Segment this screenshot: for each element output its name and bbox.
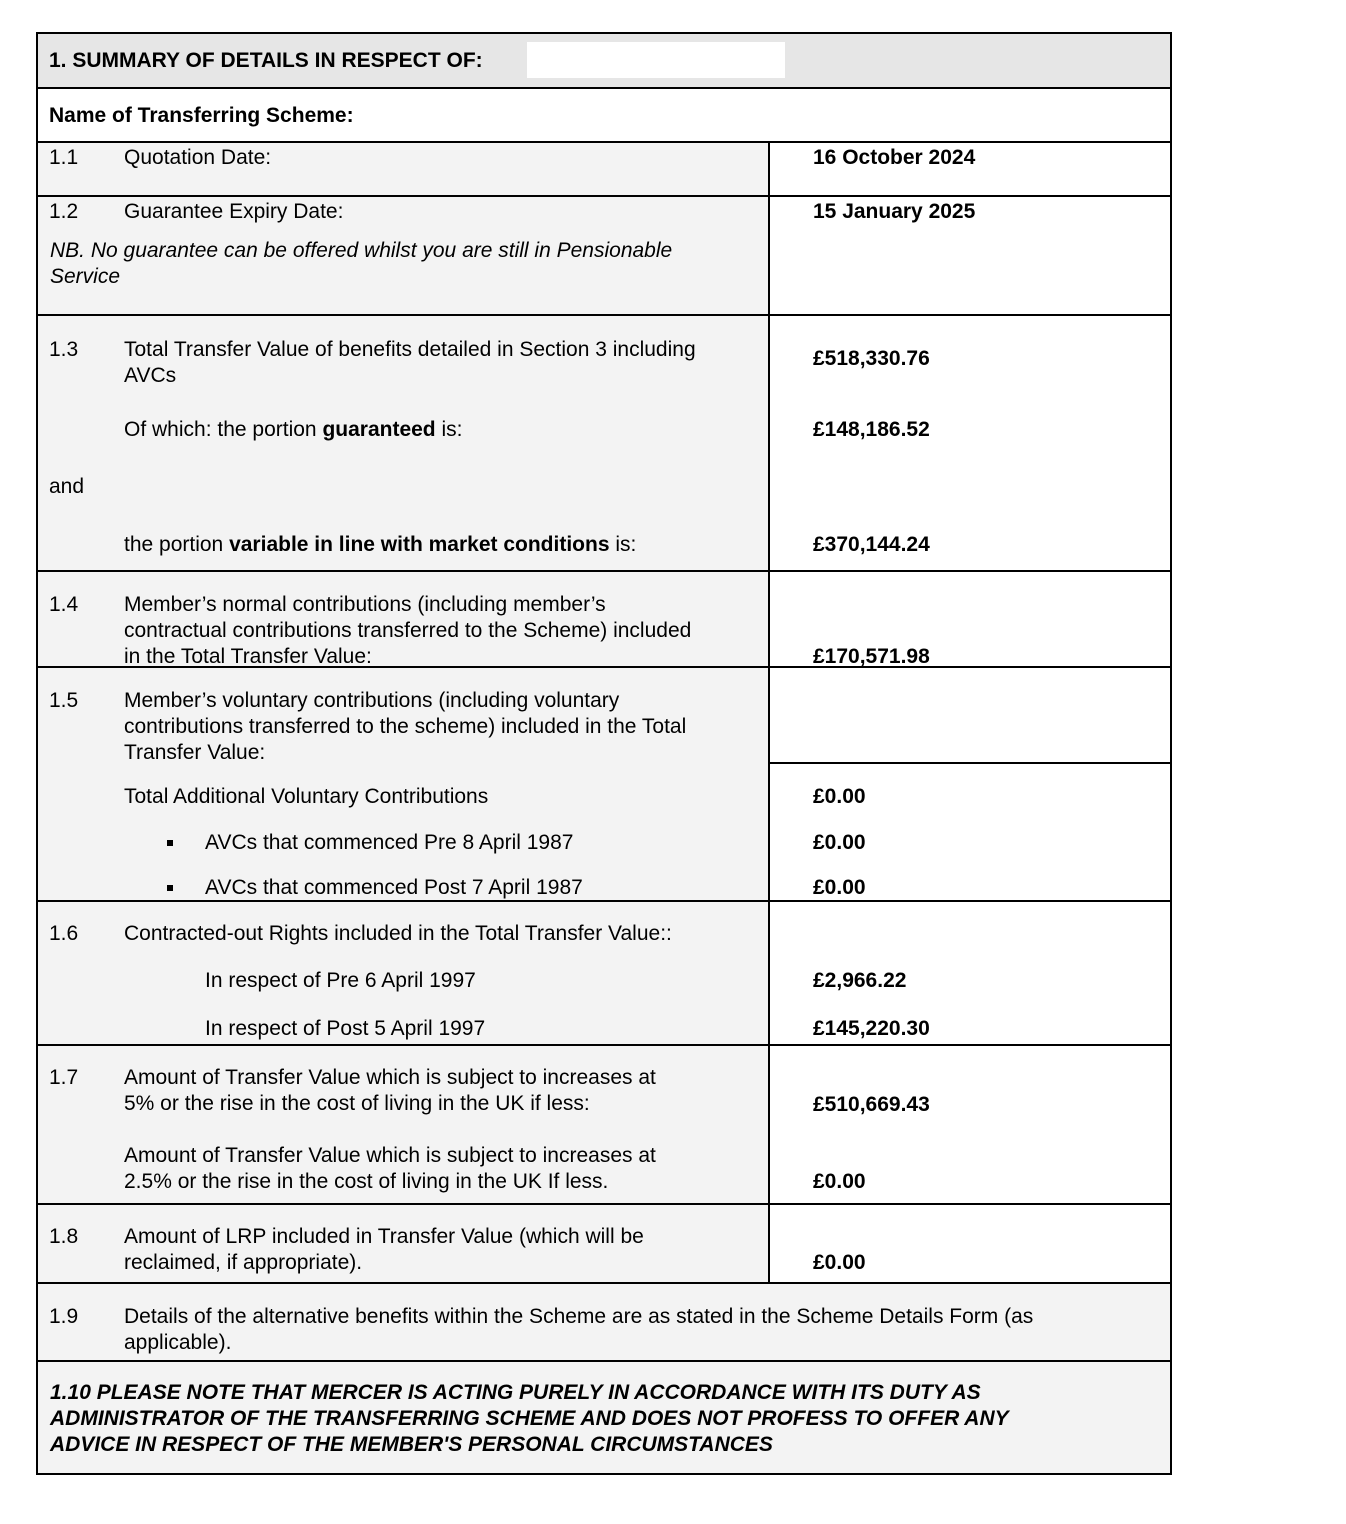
divider bbox=[38, 570, 1170, 572]
avc-pre-label: AVCs that commenced Pre 8 April 1987 bbox=[205, 831, 574, 854]
summary-table bbox=[36, 32, 1172, 1475]
guarantee-note: NB. No guarantee can be offered whilst you are still in Pensionable bbox=[50, 239, 673, 262]
bullet-icon bbox=[167, 885, 173, 891]
item-number: 1.6 bbox=[49, 922, 79, 945]
disclaimer-text: ADVICE IN RESPECT OF THE MEMBER'S PERSONAL CIRCUMSTANCES bbox=[50, 1433, 773, 1456]
disclaimer-text: 1.10 PLEASE NOTE THAT MERCER IS ACTING PURELY IN ACCORDANCE WITH ITS DUTY AS bbox=[50, 1381, 981, 1404]
bullet-icon bbox=[167, 840, 173, 846]
normal-contributions-value: £170,571.98 bbox=[813, 645, 930, 668]
increases-25-label: Amount of Transfer Value which is subject to increases at bbox=[124, 1144, 656, 1167]
guarantee-note: Service bbox=[50, 265, 121, 288]
variable-portion-label: the portion variable in line with market conditions is: bbox=[124, 533, 637, 556]
item-number: 1.5 bbox=[49, 689, 79, 712]
increases-5-label: 5% or the rise in the cost of living in the UK if less: bbox=[124, 1092, 590, 1115]
avc-post-value: £0.00 bbox=[813, 876, 866, 899]
increases-5-value: £510,669.43 bbox=[813, 1093, 930, 1116]
item-number: 1.7 bbox=[49, 1066, 79, 1089]
divider bbox=[38, 87, 1170, 89]
item-number: 1.1 bbox=[49, 146, 79, 169]
scheme-name-label: Name of Transferring Scheme: bbox=[49, 104, 354, 127]
redacted-name-field bbox=[527, 42, 785, 78]
increases-25-label: 2.5% or the rise in the cost of living in the UK If less. bbox=[124, 1170, 609, 1193]
item-number: 1.8 bbox=[49, 1225, 79, 1248]
normal-contributions-label: in the Total Transfer Value: bbox=[124, 645, 372, 668]
lrp-label: Amount of LRP included in Transfer Value (which will be bbox=[124, 1225, 644, 1248]
total-transfer-label: AVCs bbox=[124, 364, 177, 387]
divider bbox=[38, 141, 1170, 143]
section-title: 1. SUMMARY OF DETAILS IN RESPECT OF: bbox=[49, 49, 483, 72]
contracted-out-label: Contracted-out Rights included in the Total Transfer Value:: bbox=[124, 922, 672, 945]
guaranteed-portion-value: £148,186.52 bbox=[813, 418, 930, 441]
total-transfer-label: Total Transfer Value of benefits detailed in Section 3 including bbox=[124, 338, 696, 361]
quotation-date-value: 16 October 2024 bbox=[813, 146, 976, 169]
item-number: 1.9 bbox=[49, 1305, 79, 1328]
contracted-out-pre-label: In respect of Pre 6 April 1997 bbox=[205, 969, 476, 992]
guarantee-expiry-label: Guarantee Expiry Date: bbox=[124, 200, 344, 223]
alternative-benefits-text: applicable). bbox=[124, 1331, 232, 1354]
divider bbox=[38, 1282, 1170, 1284]
increases-5-label: Amount of Transfer Value which is subject to increases at bbox=[124, 1066, 656, 1089]
guaranteed-portion-label: Of which: the portion guaranteed is: bbox=[124, 418, 463, 441]
voluntary-contributions-label: Transfer Value: bbox=[124, 741, 266, 764]
avc-pre-value: £0.00 bbox=[813, 831, 866, 854]
item-number: 1.2 bbox=[49, 200, 79, 223]
normal-contributions-label: contractual contributions transferred to the Scheme) included bbox=[124, 619, 692, 642]
divider bbox=[38, 1360, 1170, 1362]
alternative-benefits-text: Details of the alternative benefits within the Scheme are as stated in the Scheme Details Form (as bbox=[124, 1305, 1034, 1328]
contracted-out-post-label: In respect of Post 5 April 1997 bbox=[205, 1017, 486, 1040]
disclaimer-text: ADMINISTRATOR OF THE TRANSFERRING SCHEME AND DOES NOT PROFESS TO OFFER ANY bbox=[50, 1407, 1009, 1430]
divider bbox=[38, 1044, 1170, 1046]
increases-25-value: £0.00 bbox=[813, 1170, 866, 1193]
total-avc-label: Total Additional Voluntary Contributions bbox=[124, 785, 489, 808]
voluntary-contributions-label: contributions transferred to the scheme) included in the Total bbox=[124, 715, 687, 738]
voluntary-contributions-label: Member’s voluntary contributions (including voluntary bbox=[124, 689, 620, 712]
avc-post-label: AVCs that commenced Post 7 April 1987 bbox=[205, 876, 583, 899]
item-number: 1.4 bbox=[49, 593, 79, 616]
contracted-out-post-value: £145,220.30 bbox=[813, 1017, 930, 1040]
lrp-label: reclaimed, if appropriate). bbox=[124, 1251, 363, 1274]
guarantee-expiry-value: 15 January 2025 bbox=[813, 200, 976, 223]
contracted-out-pre-value: £2,966.22 bbox=[813, 969, 907, 992]
quotation-date-label: Quotation Date: bbox=[124, 146, 272, 169]
divider bbox=[38, 314, 1170, 316]
divider bbox=[38, 195, 1170, 197]
lrp-value: £0.00 bbox=[813, 1251, 866, 1274]
and-text: and bbox=[49, 475, 85, 498]
normal-contributions-label: Member’s normal contributions (including member’s bbox=[124, 593, 606, 616]
divider bbox=[38, 1203, 1170, 1205]
variable-portion-value: £370,144.24 bbox=[813, 533, 930, 556]
divider bbox=[769, 762, 1170, 764]
total-transfer-value: £518,330.76 bbox=[813, 347, 930, 370]
total-avc-value: £0.00 bbox=[813, 785, 866, 808]
item-number: 1.3 bbox=[49, 338, 79, 361]
column-divider bbox=[768, 142, 770, 1283]
